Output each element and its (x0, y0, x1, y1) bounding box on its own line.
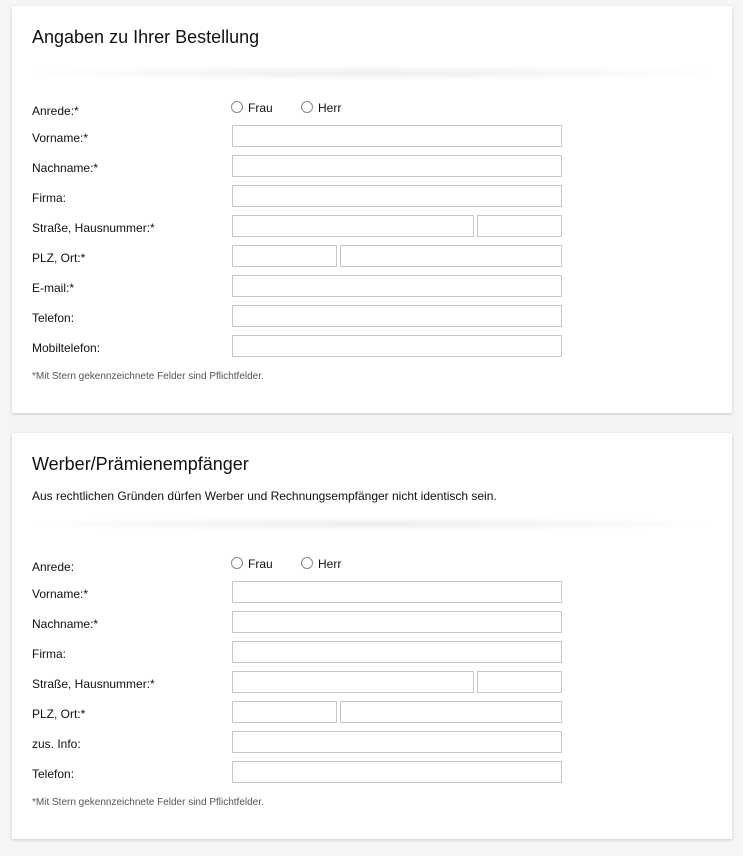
order-vorname-row (12, 125, 732, 149)
order-required-note: *Mit Stern gekennzeichnete Felder sind Pflichtfelder. (32, 371, 264, 382)
referrer-vorname-input[interactable] (232, 581, 562, 603)
section-divider (32, 517, 712, 531)
referrer-info-input[interactable] (232, 731, 562, 753)
referrer-firma-row (12, 641, 732, 665)
order-mobil-row (12, 335, 732, 359)
order-plz-label: PLZ, Ort:* (32, 251, 86, 265)
referrer-vorname-row (12, 581, 732, 605)
referrer-strasse-row (12, 671, 732, 695)
order-strasse-input[interactable] (232, 215, 474, 237)
referrer-telefon-label: Telefon: (32, 767, 75, 781)
order-email-row (12, 275, 732, 299)
section-divider (32, 66, 712, 80)
referrer-nachname-row (12, 611, 732, 635)
order-firma-label: Firma: (32, 191, 66, 205)
referrer-plz-row (12, 701, 732, 725)
referrer-plz-input[interactable] (232, 701, 337, 723)
referrer-anrede-herr-radio[interactable] (301, 557, 313, 569)
order-strasse-row (12, 215, 732, 239)
referrer-strasse-label: Straße, Hausnummer:* (32, 677, 155, 691)
order-section-title: Angaben zu Ihrer Bestellung (32, 27, 260, 47)
order-mobil-input[interactable] (232, 335, 562, 357)
order-plz-row (12, 245, 732, 269)
order-plz-input[interactable] (232, 245, 337, 267)
order-anrede-label: Anrede:* (32, 104, 79, 118)
referrer-anrede-row (12, 554, 732, 578)
order-telefon-input[interactable] (232, 305, 562, 327)
referrer-info-label: zus. Info: (32, 737, 81, 751)
referrer-ort-input[interactable] (340, 701, 562, 723)
referrer-plz-label: PLZ, Ort:* (32, 707, 86, 721)
referrer-anrede-frau-label[interactable]: Frau (248, 557, 273, 571)
referrer-firma-input[interactable] (232, 641, 562, 663)
order-nachname-label: Nachname:* (32, 161, 99, 175)
referrer-anrede-herr-label[interactable]: Herr (318, 557, 342, 571)
order-strasse-label: Straße, Hausnummer:* (32, 221, 155, 235)
referrer-description: Aus rechtlichen Gründen dürfen Werber und Rechnungsempfänger nicht identisch sein. (32, 489, 497, 503)
order-telefon-label: Telefon: (32, 311, 75, 325)
order-nachname-input[interactable] (232, 155, 562, 177)
order-vorname-label: Vorname:* (32, 131, 89, 145)
order-anrede-frau-label[interactable]: Frau (248, 101, 273, 115)
order-firma-row (12, 185, 732, 209)
referrer-nachname-input[interactable] (232, 611, 562, 633)
order-mobil-label: Mobiltelefon: (32, 341, 101, 355)
order-email-label: E-mail:* (32, 281, 75, 295)
referrer-hausnummer-input[interactable] (477, 671, 562, 693)
referrer-telefon-input[interactable] (232, 761, 562, 783)
order-anrede-herr-label[interactable]: Herr (318, 101, 342, 115)
order-anrede-herr-radio[interactable] (301, 101, 313, 113)
referrer-firma-label: Firma: (32, 647, 66, 661)
referrer-required-note: *Mit Stern gekennzeichnete Felder sind Pflichtfelder. (32, 797, 264, 808)
referrer-nachname-label: Nachname:* (32, 617, 99, 631)
order-details-section (12, 6, 732, 413)
order-telefon-row (12, 305, 732, 329)
order-hausnummer-input[interactable] (477, 215, 562, 237)
referrer-telefon-row (12, 761, 732, 785)
order-vorname-input[interactable] (232, 125, 562, 147)
order-anrede-row (12, 98, 732, 122)
order-email-input[interactable] (232, 275, 562, 297)
order-anrede-frau-radio[interactable] (231, 101, 243, 113)
referrer-section (12, 433, 732, 839)
referrer-anrede-label: Anrede: (32, 560, 75, 574)
referrer-section-title: Werber/Prämienempfänger (32, 454, 249, 474)
order-ort-input[interactable] (340, 245, 562, 267)
referrer-strasse-input[interactable] (232, 671, 474, 693)
referrer-vorname-label: Vorname:* (32, 587, 89, 601)
order-nachname-row (12, 155, 732, 179)
referrer-anrede-frau-radio[interactable] (231, 557, 243, 569)
order-firma-input[interactable] (232, 185, 562, 207)
referrer-info-row (12, 731, 732, 755)
